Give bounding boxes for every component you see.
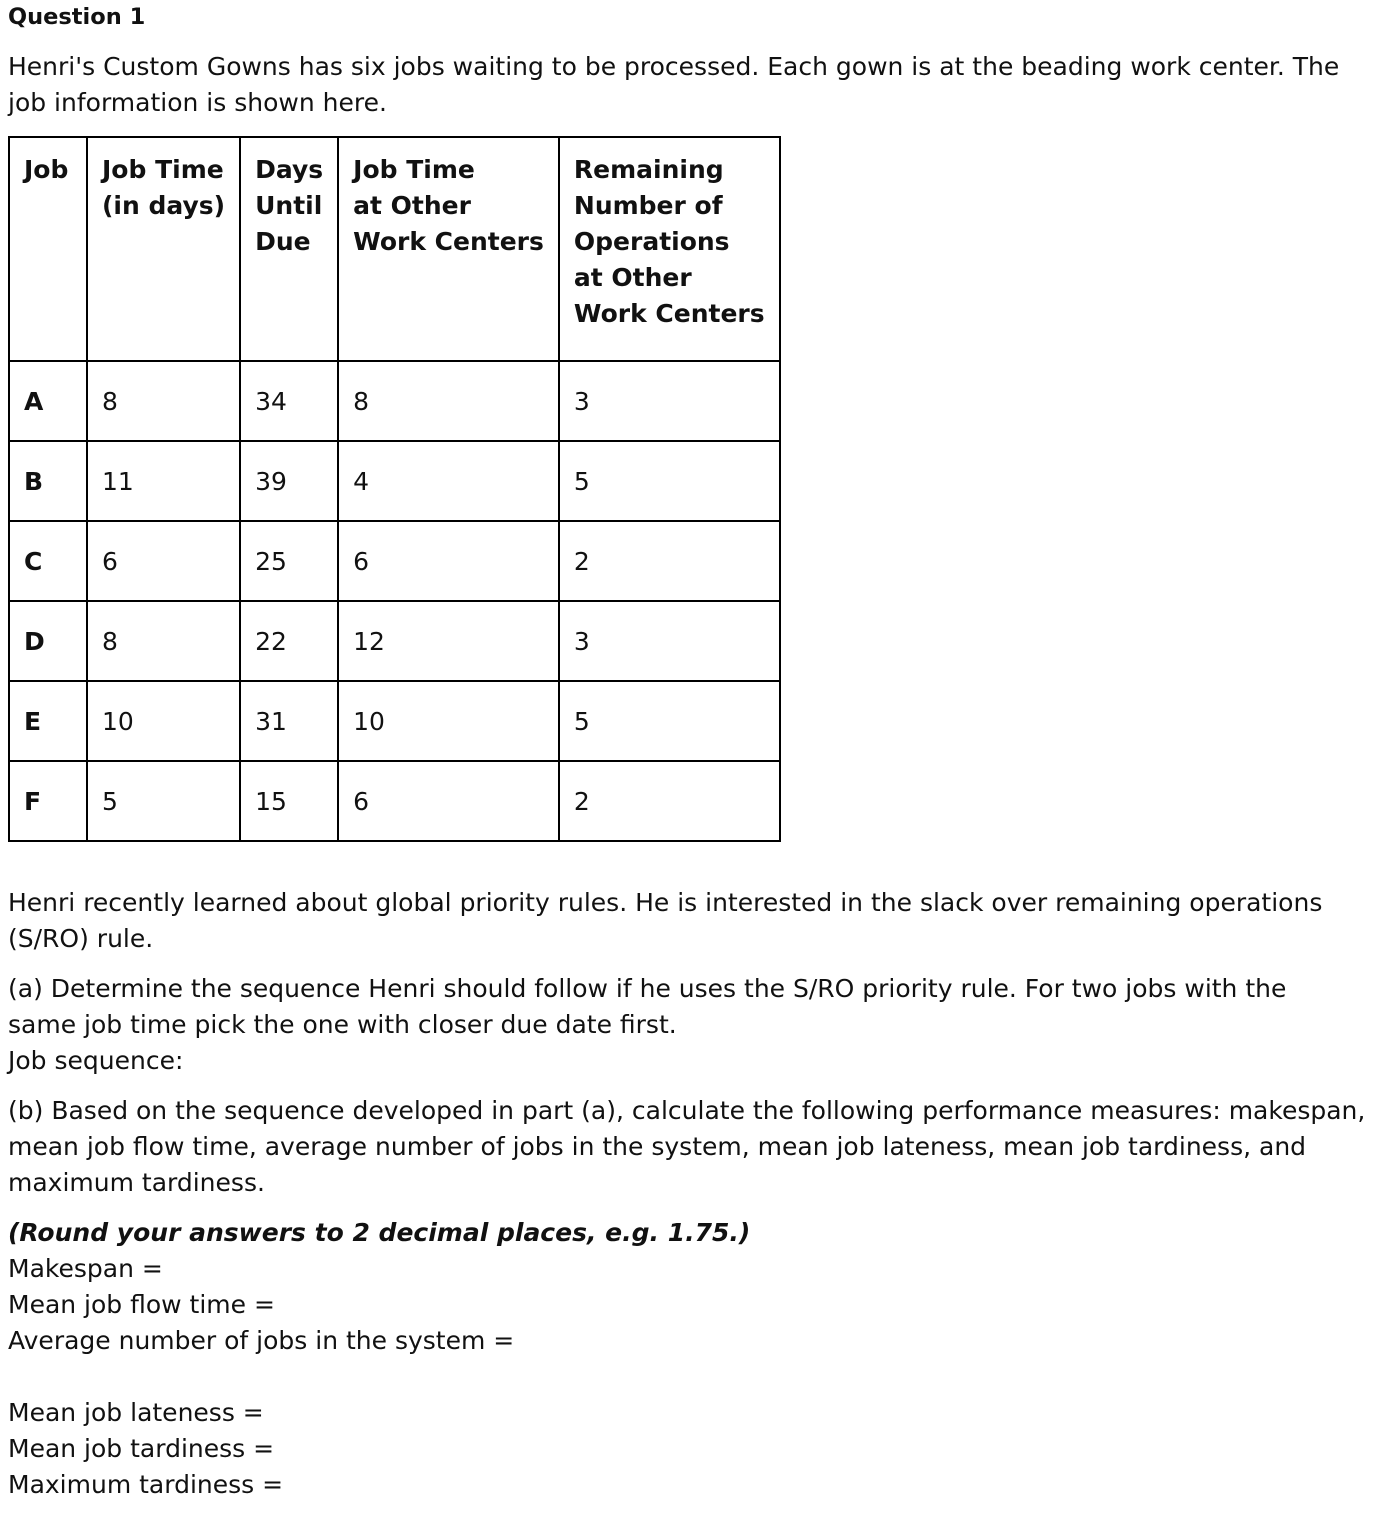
table-cell: 6 (338, 761, 559, 841)
job-id-cell: A (9, 361, 87, 441)
rounding-note: (Round your answers to 2 decimal places, e.g. 1.75.) (8, 1218, 751, 1247)
table-cell: 8 (338, 361, 559, 441)
max-tardiness-label: Maximum tardiness = (8, 1470, 284, 1499)
table-cell: 5 (559, 441, 780, 521)
part-b-line: (b) Based on the sequence developed in part (a), calculate the following performance measures: makespan, (8, 1096, 1366, 1125)
part-b-paragraph (8, 1093, 1378, 1201)
rule-line: (S/RO) rule. (8, 924, 154, 953)
answer-block-1 (8, 1215, 1378, 1359)
table-row (9, 761, 780, 841)
job-id-cell: E (9, 681, 87, 761)
mean-lateness-label: Mean job lateness = (8, 1398, 264, 1427)
intro-line: job information is shown here. (8, 88, 387, 117)
table-cell: 5 (559, 681, 780, 761)
rule-paragraph (8, 885, 1378, 957)
job-id-cell: C (9, 521, 87, 601)
table-cell: 3 (559, 601, 780, 681)
mean-flow-time-label: Mean job flow time = (8, 1290, 275, 1319)
header-remaining-operations: Remaining Number of Operations at Other Work Centers (559, 137, 780, 361)
table-row (9, 681, 780, 761)
table-cell: 6 (338, 521, 559, 601)
avg-jobs-label: Average number of jobs in the system = (8, 1326, 515, 1355)
job-id-cell: D (9, 601, 87, 681)
table-cell: 12 (338, 601, 559, 681)
header-job-time: Job Time (in days) (87, 137, 240, 361)
job-id-cell: F (9, 761, 87, 841)
table-cell: 6 (87, 521, 240, 601)
header-job: Job (9, 137, 87, 361)
part-a-line: same job time pick the one with closer due date first. (8, 1010, 677, 1039)
table-cell: 2 (559, 761, 780, 841)
table-row (9, 521, 780, 601)
header-days-until-due: Days Until Due (240, 137, 338, 361)
makespan-label: Makespan = (8, 1254, 163, 1283)
intro-line: Henri's Custom Gowns has six jobs waiting to be processed. Each gown is at the beading work center. The (8, 52, 1340, 81)
table-cell: 2 (559, 521, 780, 601)
table-cell: 8 (87, 361, 240, 441)
table-cell: 8 (87, 601, 240, 681)
answer-block-2 (8, 1395, 1378, 1503)
table-row (9, 441, 780, 521)
table-cell: 31 (240, 681, 338, 761)
table-cell: 3 (559, 361, 780, 441)
table-cell: 15 (240, 761, 338, 841)
table-cell: 22 (240, 601, 338, 681)
table-cell: 25 (240, 521, 338, 601)
part-b-line: mean job flow time, average number of jobs in the system, mean job lateness, mean job tardiness, and (8, 1132, 1307, 1161)
table-header-row (9, 137, 780, 361)
job-table (8, 136, 781, 842)
intro-paragraph (8, 49, 1378, 121)
header-job-time-other: Job Time at Other Work Centers (338, 137, 559, 361)
table-cell: 5 (87, 761, 240, 841)
table-cell: 34 (240, 361, 338, 441)
table-row (9, 601, 780, 681)
table-cell: 39 (240, 441, 338, 521)
table-row (9, 361, 780, 441)
job-id-cell: B (9, 441, 87, 521)
part-a-line: (a) Determine the sequence Henri should follow if he uses the S/RO priority rule. For two jobs with the (8, 974, 1287, 1003)
rule-line: Henri recently learned about global priority rules. He is interested in the slack over remaining operations (8, 888, 1323, 917)
mean-tardiness-label: Mean job tardiness = (8, 1434, 275, 1463)
question-title: Question 1 (8, 4, 146, 30)
part-b-line: maximum tardiness. (8, 1168, 265, 1197)
job-sequence-label: Job sequence: (8, 1046, 184, 1075)
table-cell: 11 (87, 441, 240, 521)
table-cell: 4 (338, 441, 559, 521)
part-a-paragraph (8, 971, 1378, 1079)
table-cell: 10 (87, 681, 240, 761)
table-cell: 10 (338, 681, 559, 761)
